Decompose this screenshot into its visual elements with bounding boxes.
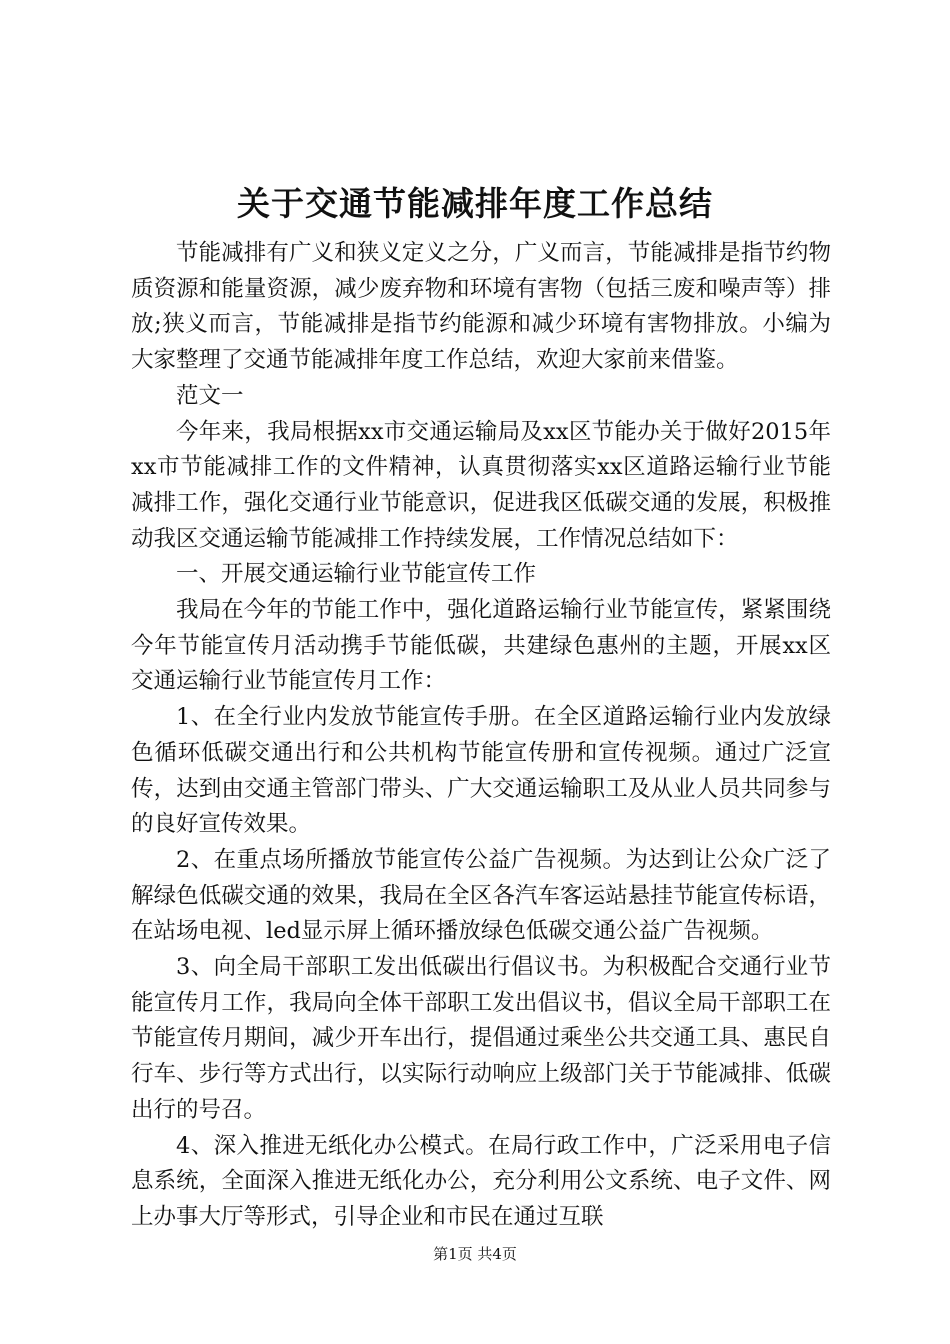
paragraph-intro: 节能减排有广义和狭义定义之分，广义而言，节能减排是指节约物质资源和能量资源，减少废弃物和环境有害物（包括三废和噪声等）排放;狭义而言，节能减排是指节约能源和减少环境有害物排放。小编为大家整理了交通节能减排年度工作总结，欢迎大家前来借鉴。 — [131, 240, 831, 374]
section-heading-1: 一、开展交通运输行业节能宣传工作 — [176, 561, 537, 588]
paragraph-item-3: 3、向全局干部职工发出低碳出行倡议书。为积极配合交通行业节能宣传月工作，我局向全体干部职工发出倡议书，倡议全局干部职工在节能宣传月期间，减少开车出行，提倡通过乘坐公共交通工具、惠民自行车、步行等方式出行，以实际行动响应上级部门关于节能减排、低碳出行的号召。 — [131, 954, 831, 1123]
page-footer: 第1页 共4页 — [433, 1245, 517, 1263]
paragraph-item-4: 4、深入推进无纸化办公模式。在局行政工作中，广泛采用电子信息系统，全面深入推进无纸化办公，充分利用公文系统、电子文件、网上办事大厅等形式，引导企业和市民在通过互联 — [131, 1132, 831, 1230]
paragraph-sample-heading: 范文一 — [176, 382, 244, 409]
paragraph-item-1: 1、在全行业内发放节能宣传手册。在全区道路运输行业内发放绿色循环低碳交通出行和公共机构节能宣传册和宣传视频。通过广泛宣传，达到由交通主管部门带头、广大交通运输职工及从业人员共同参与的良好宣传效果。 — [131, 704, 831, 838]
document-title: 关于交通节能减排年度工作总结 — [237, 184, 713, 223]
paragraph-section-1: 我局在今年的节能工作中，强化道路运输行业节能宣传，紧紧围绕今年节能宣传月活动携手节能低碳，共建绿色惠州的主题，开展xx区交通运输行业节能宣传月工作： — [131, 597, 831, 695]
document-body — [131, 236, 831, 1236]
paragraph-item-2: 2、在重点场所播放节能宣传公益广告视频。为达到让公众广泛了解绿色低碳交通的效果，我局在全区各汽车客运站悬挂节能宣传标语，在站场电视、led显示屏上循环播放绿色低碳交通公益广告视频。 — [131, 846, 831, 945]
paragraph-overview: 今年来，我局根据xx市交通运输局及xx区节能办关于做好2015年xx市节能减排工作的文件精神，认真贯彻落实xx区道路运输行业节能减排工作，强化交通行业节能意识，促进我区低碳交通的发展，积极推动我区交通运输节能减排工作持续发展，工作情况总结如下： — [131, 418, 831, 552]
